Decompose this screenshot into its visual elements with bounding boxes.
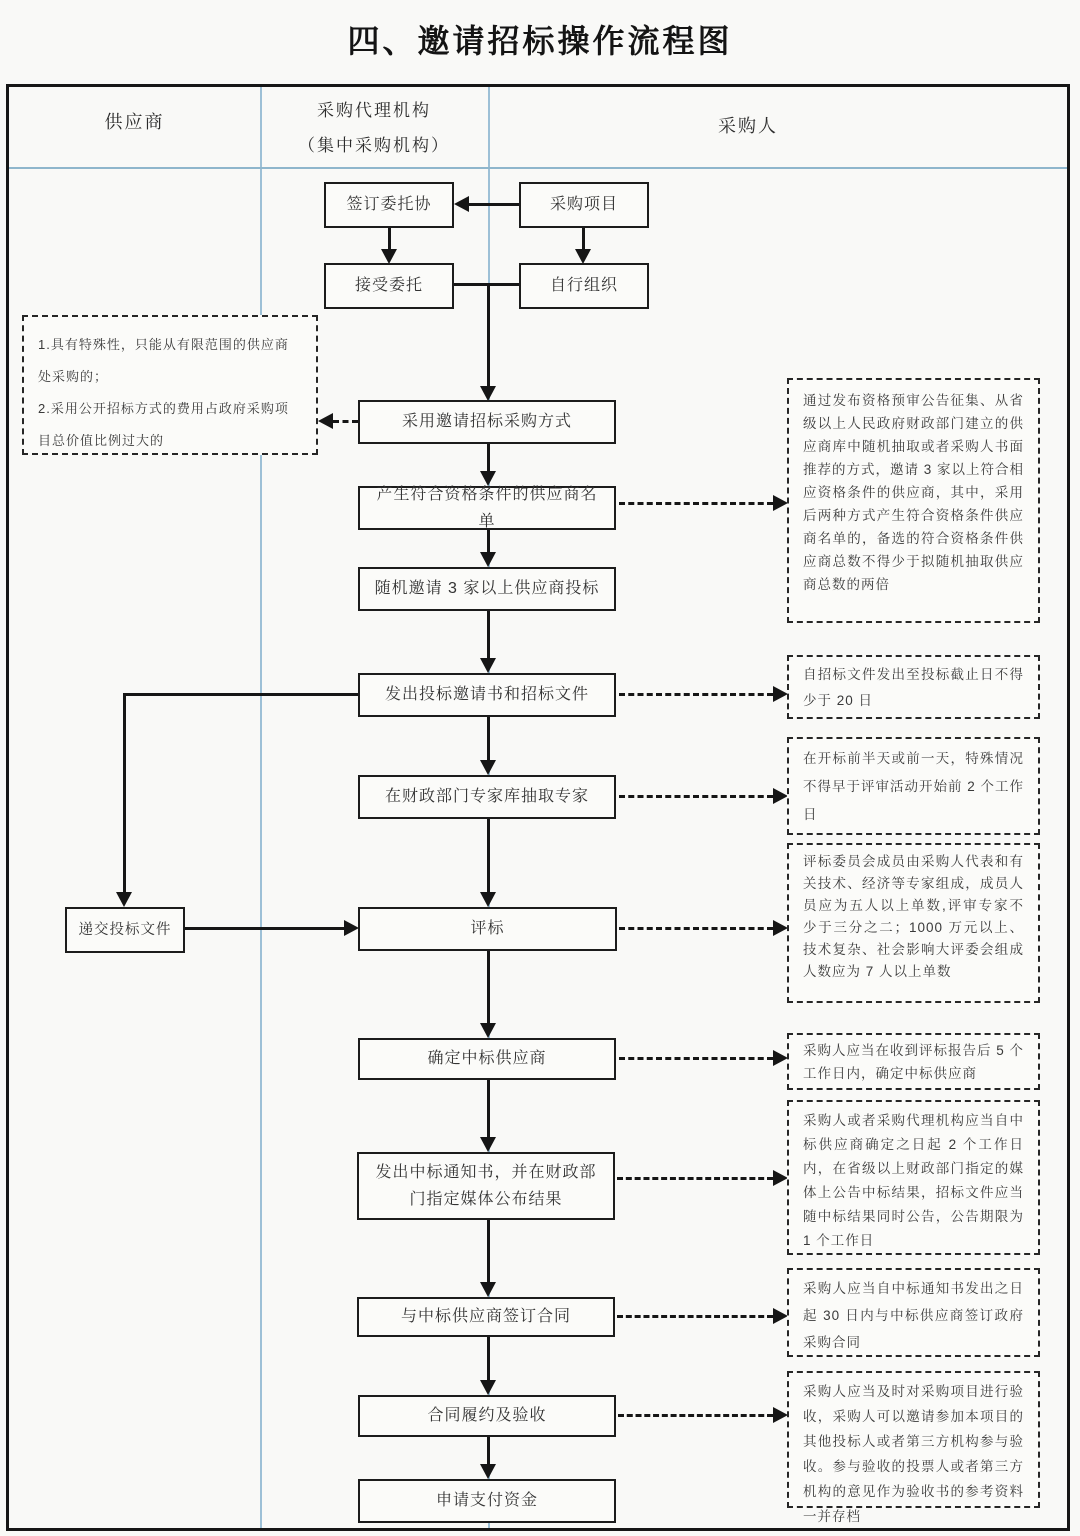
lane-agency [260, 96, 488, 156]
conn-sign-to-accept [388, 228, 391, 250]
arrowhead-junction-to-adopt [480, 386, 496, 401]
arrowhead-contract-to-30days [773, 1308, 788, 1324]
dash-invitation-to-deadline [619, 693, 773, 696]
dash-performance-to-acceptance [618, 1414, 773, 1417]
arrowhead-list-to-qualification [773, 495, 788, 511]
note-acceptance: 采购人应当及时对采购项目进行验收，采购人可以邀请参加本项目的其他投标人或者第三方机构参与验收。参与验收的投票人或者第三方机构的意见作为验收书的参考资料一并存档 [787, 1371, 1040, 1508]
note-announce-result: 采购人或者采购代理机构应当自中标供应商确定之日起 2 个工作日内，在省级以上财政部门指定的媒体上公告中标结果，招标文件应当随中标结果同时公告，公告期限为 1 个工作日 [787, 1100, 1040, 1255]
arrowhead-notice-to-contract [480, 1282, 496, 1297]
note-committee: 评标委员会成员由采购人代表和有关技术、经济等专家组成，成员人员应为五人以上单数,评审专家不少于三分之二；1000 万元以上、技术复杂、社会影响大评委会组成人数应为 7 人以上单数 [787, 843, 1040, 1003]
conn-performance-to-payment [487, 1437, 490, 1465]
arrowhead-notice-to-announce [773, 1170, 788, 1186]
dash-adopt-to-left-note [333, 420, 358, 423]
arrowhead-performance-to-acceptance [773, 1407, 788, 1423]
lane-agency-line2: （集中采购机构） [298, 136, 450, 155]
lane-supplier: 供应商 [104, 112, 165, 132]
conn-branch-to-submit [123, 693, 126, 893]
conn-winner-to-notice [487, 1080, 490, 1138]
conn-contract-to-performance [487, 1337, 490, 1381]
conn-adopt-to-list [487, 444, 490, 472]
arrowhead-list-to-random [480, 552, 496, 567]
conn-invitation-to-experts [487, 717, 490, 761]
arrowhead-performance-to-payment [480, 1464, 496, 1479]
arrowhead-project-to-sign [454, 196, 469, 212]
dash-contract-to-30days [617, 1315, 773, 1318]
note-special-conditions [22, 315, 318, 455]
conn-experts-to-evaluate [487, 819, 490, 893]
conn-submit-to-evaluate [185, 927, 345, 930]
arrowhead-experts-to-evaluate [480, 892, 496, 907]
flow-box-adopt-method: 采用邀请招标采购方式 [358, 400, 616, 444]
arrowhead-invitation-to-deadline [773, 686, 788, 702]
arrowhead-sign-to-accept [381, 249, 397, 264]
arrowhead-branch-to-submit [116, 892, 132, 907]
conn-project-to-sign [469, 203, 519, 206]
arrowhead-random-to-invitation [480, 658, 496, 673]
flow-box-project: 采购项目 [519, 182, 649, 228]
arrowhead-adopt-to-left-note [318, 413, 333, 429]
note-expert-timing: 在开标前半天或前一天，特殊情况不得早于评审活动开始前 2 个工作日 [787, 737, 1040, 835]
flow-box-request-payment: 申请支付资金 [358, 1479, 616, 1523]
flow-box-send-invitation: 发出投标邀请书和招标文件 [358, 673, 616, 717]
flow-box-random-invite: 随机邀请 3 家以上供应商投标 [358, 567, 616, 611]
flow-box-draw-experts: 在财政部门专家库抽取专家 [358, 775, 616, 819]
arrowhead-winner-to-5days [773, 1050, 788, 1066]
arrowhead-project-to-self [575, 249, 591, 264]
note-contract-30days: 采购人应当自中标通知书发出之日起 30 日内与中标供应商签订政府采购合同 [787, 1268, 1040, 1357]
dash-experts-to-timing [619, 795, 773, 798]
dash-winner-to-5days [619, 1057, 773, 1060]
note-deadline-20days: 自招标文件发出至投标截止日不得少于 20 日 [787, 655, 1040, 719]
conn-junction-to-adopt [487, 284, 490, 387]
flow-box-accept: 接受委托 [324, 263, 454, 309]
arrowhead-invitation-to-experts [480, 760, 496, 775]
flow-box-supplier-list: 产生符合资格条件的供应商名单 [358, 486, 616, 530]
arrowhead-evaluate-to-committee [773, 920, 788, 936]
page-title: 四、邀请招标操作流程图 [347, 23, 733, 59]
conn-evaluate-to-winner [487, 951, 490, 1024]
lane-divider-1 [260, 87, 262, 1528]
arrowhead-submit-to-evaluate [344, 920, 359, 936]
note-special-line1: 1.具有特殊性，只能从有限范围的供应商处采购的； [38, 337, 289, 384]
flow-box-determine-winner: 确定中标供应商 [358, 1038, 616, 1080]
arrowhead-experts-to-timing [773, 788, 788, 804]
flow-box-sign-agreement: 签订委托协 [324, 182, 454, 228]
conn-invitation-branch-horizontal [124, 693, 358, 696]
lane-agency-line1: 采购代理机构 [317, 101, 431, 120]
dash-list-to-qualification [619, 502, 773, 505]
flow-box-sign-contract: 与中标供应商签订合同 [357, 1297, 615, 1337]
note-qualification: 通过发布资格预审公告征集、从省级以上人民政府财政部门建立的供应商库中随机抽取或者采购人书面推荐的方式，邀请 3 家以上符合相应资格条件的供应商，其中，采用后两种方式产生符合资格条件供应商名单的，备选的符合资格条件供应商总数不得少于拟随机抽取供应商总数的两倍 [787, 378, 1040, 623]
arrowhead-contract-to-performance [480, 1380, 496, 1395]
conn-random-to-invitation [487, 611, 490, 659]
conn-project-to-self [582, 228, 585, 250]
flow-box-performance: 合同履约及验收 [358, 1395, 616, 1437]
note-special-line2: 2.采用公开招标方式的费用占政府采购项目总价值比例过大的 [38, 401, 289, 448]
arrowhead-winner-to-notice [480, 1137, 496, 1152]
conn-notice-to-contract [487, 1220, 490, 1283]
flow-box-self-organize: 自行组织 [519, 263, 649, 309]
dash-notice-to-announce [617, 1177, 773, 1180]
note-determine-5days: 采购人应当在收到评标报告后 5 个工作日内，确定中标供应商 [787, 1033, 1040, 1090]
dash-evaluate-to-committee [619, 927, 773, 930]
lane-purchaser: 采购人 [718, 116, 778, 136]
flow-box-evaluate: 评标 [358, 907, 617, 951]
arrowhead-evaluate-to-winner [480, 1023, 496, 1038]
flow-box-submit-bid: 递交投标文件 [65, 907, 185, 953]
header-rule [9, 167, 1067, 169]
flow-box-issue-notice: 发出中标通知书，并在财政部门指定媒体公布结果 [357, 1152, 615, 1220]
